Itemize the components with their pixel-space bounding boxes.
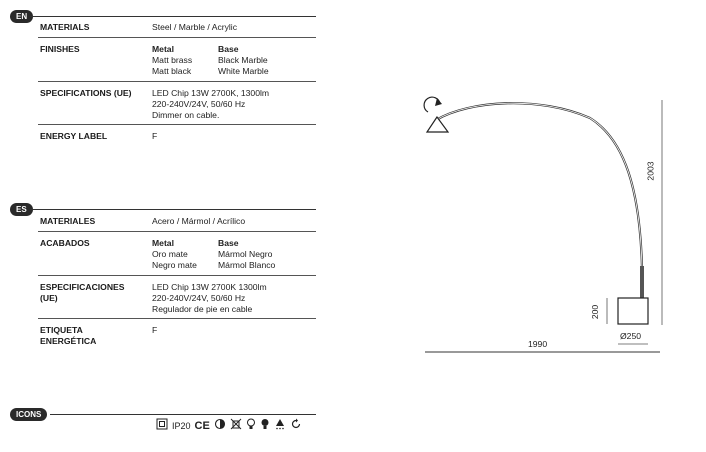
en-finishes-label: FINISHES <box>40 44 80 54</box>
es-spec-line-3: Regulador de pie en cable <box>152 304 253 314</box>
es-finish-base-1: Mármol Negro <box>218 249 273 259</box>
lamp-base <box>618 298 648 324</box>
en-finish-metal-1: Matt brass <box>152 55 193 65</box>
es-finish-metal-head: Metal <box>152 238 174 248</box>
es-energy-label: ETIQUETA <box>40 325 83 335</box>
es-spec-line-2: 220-240V/24V, 50/60 Hz <box>152 293 246 303</box>
en-energy-value: F <box>152 131 158 141</box>
dimension-height: 2003 <box>645 161 656 181</box>
es-materials-value: Acero / Mármol / Acrílico <box>152 216 246 226</box>
en-finish-base-1: Black Marble <box>218 55 268 65</box>
tag-en: EN <box>10 10 33 23</box>
tag-icons: ICONS <box>10 408 47 421</box>
es-spec-line-1: LED Chip 13W 2700K 1300lm <box>152 282 267 292</box>
es-energy-value: F <box>152 325 158 335</box>
ce-mark-icon: CE <box>194 419 210 432</box>
lamp-stem <box>640 266 644 298</box>
es-specs-label-2: (UE) <box>40 293 58 303</box>
en-spec-line-1: LED Chip 13W 2700K, 1300lm <box>152 88 270 98</box>
es-finish-metal-1: Oro mate <box>152 249 188 259</box>
es-specs-label: ESPECIFICACIONES <box>40 282 125 292</box>
dimension-width: 1990 <box>528 339 548 349</box>
en-finish-metal-head: Metal <box>152 44 174 54</box>
en-finish-metal-2: Matt black <box>152 66 192 76</box>
en-materials-label: MATERIALS <box>40 22 90 32</box>
tag-es: ES <box>10 203 33 216</box>
ip20-label: IP20 <box>172 420 191 431</box>
lamp-shade <box>427 117 448 132</box>
es-finishes-label: ACABADOS <box>40 238 90 248</box>
es-finish-base-2: Mármol Blanco <box>218 260 276 270</box>
es-finish-metal-2: Negro mate <box>152 260 197 270</box>
en-materials-value: Steel / Marble / Acrylic <box>152 22 238 32</box>
en-finish-base-2: White Marble <box>218 66 269 76</box>
es-finish-base-head: Base <box>218 238 239 248</box>
es-energy-label-2: ENERGÉTICA <box>40 336 97 346</box>
en-specs-label: SPECIFICATIONS (UE) <box>40 88 132 98</box>
es-materials-label: MATERIALES <box>40 216 96 226</box>
en-energy-label: ENERGY LABEL <box>40 131 108 141</box>
dimension-base-height: 200 <box>590 304 601 320</box>
en-spec-line-3: Dimmer on cable. <box>152 110 220 120</box>
lamp-arc <box>436 103 642 268</box>
en-finish-base-head: Base <box>218 44 239 54</box>
dimension-base-diameter: Ø250 <box>620 331 642 341</box>
en-spec-line-2: 220-240V/24V, 50/60 Hz <box>152 99 246 109</box>
